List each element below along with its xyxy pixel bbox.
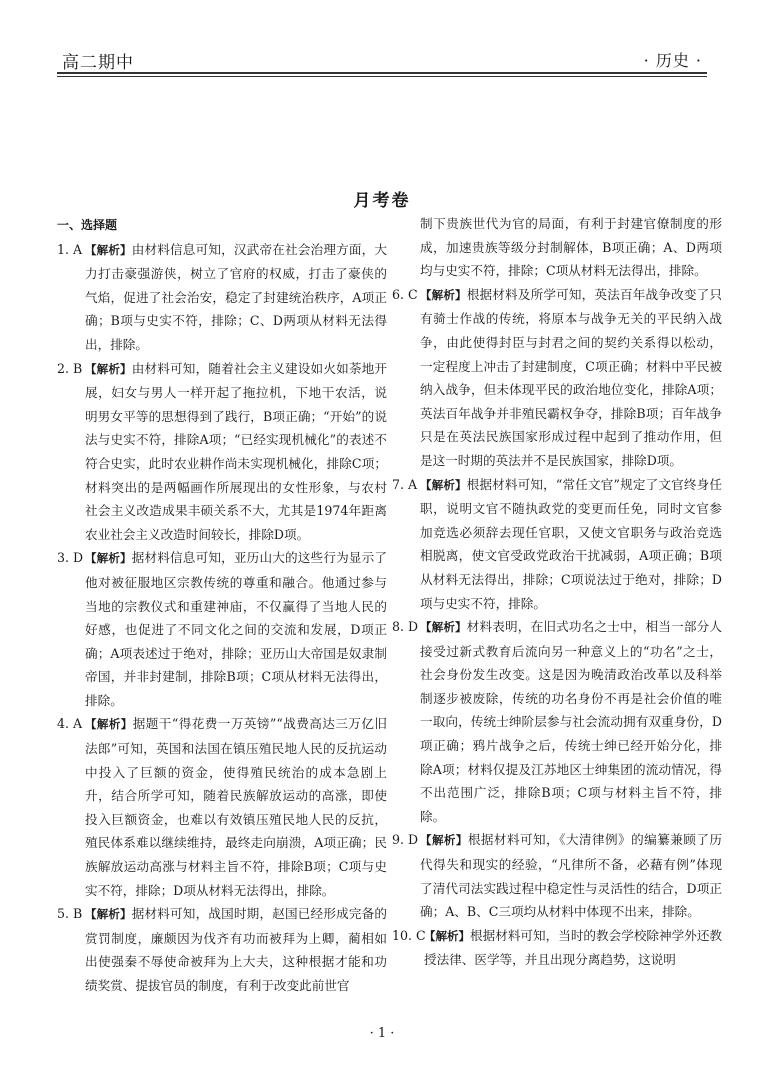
answer-number: 7. A: [392, 476, 418, 492]
explanation-text: 材料表明，在旧式功名之士中，相当一部分人接受过新式教育后流向另一种意义上的“功名”之士，社会身份发生改变。这是因为晚清政治改革以及科举制逐步被废除，传统的功名身份不再是社会价值的唯一取向，传统士绅阶层参与社会流动拥有双重身份，D项正确；鸦片战争之后，传统士绅已经开始分化，排除A项；材料仅提及江苏地区士绅集团的流动情况，得不出范围广泛，排除B项；C项与材料主旨不符，排除。: [420, 619, 723, 824]
continued-paragraph: 制下贵族世代为官的局面，有利于封建官僚制度的形成，加速贵族等级分封制解体，B项正确；A、D两项均与史实不符，排除；C项从材料无法得出，排除。: [420, 216, 722, 279]
analysis-tag: 【解析】: [85, 717, 133, 732]
page-number: · 1 ·: [369, 1026, 395, 1041]
right-column: [392, 212, 722, 972]
answer-item: [57, 712, 387, 902]
answer-explanation: [85, 902, 387, 997]
answer-number: 6. C: [392, 286, 418, 302]
answer-item: [392, 615, 722, 828]
explanation-text: 根据材料可知，《大清律例》的编纂兼顾了历代得失和现实的经验，“凡律所不备，必藉有例”体现了清代司法实践过程中稳定性与灵活性的结合，D项正确；A、B、C三项均从材料中体现不出来，排除。: [420, 832, 722, 920]
answer-explanation: [85, 357, 387, 547]
analysis-tag: 【解析】: [420, 833, 468, 848]
answer-number: 4. A: [57, 716, 83, 732]
header-rule: [57, 72, 707, 74]
explanation-text: 由材料可知，随着社会主义建设如火如荼地开展，妇女与男人一样开起了拖拉机，下地干农活，说明男女平等的思想得到了践行，B项正确；“开始”的说法与史实不符，排除A项；“已经实现机械化”的表述不符合史实，此时农业耕作尚未实现机械化，排除C项；材料突出的是两幅画作所展现出的女性形象，与农村社会主义改造成果丰硕关系不大，尤其是1974年距离农业社会主义改造时间较长，排除D项。: [85, 360, 388, 542]
section-heading: 一、选择题: [57, 218, 118, 232]
answer-number: 8. D: [392, 619, 419, 635]
analysis-tag: 【解析】: [424, 928, 471, 943]
page-header: [57, 44, 707, 74]
analysis-tag: 【解析】: [85, 361, 132, 376]
analysis-tag: 【解析】: [85, 242, 132, 257]
explanation-text: 由材料信息可知，汉武帝在社会治理方面，大力打击豪强游侠，树立了官府的权威，打击了豪侠的气焰，促进了社会治安，稳定了封建统治秩序，A项正确；B项与史实不符，排除；C、D两项从材料无法得出，排除。: [85, 241, 388, 352]
answer-item: [57, 902, 387, 997]
answer-item: [392, 924, 722, 972]
answer-number: 10. C: [392, 927, 426, 943]
answer-item: [57, 357, 387, 547]
explanation-text: 据材料可知，战国时期，赵国已经形成完备的赏罚制度，廉颇因为伐齐有功而被拜为上卿，蔺相如出使强秦不辱使命被拜为上大夫，这种根据才能和功绩奖赏、提拔官员的制度，有利于改变此前世官: [85, 906, 388, 993]
answer-number: 9. D: [392, 832, 419, 848]
explanation-text: 据材料信息可知，亚历山大的这些行为显示了他对被征服地区宗教传统的尊重和融合。他通过参与当地的宗教仪式和重建神庙，不仅赢得了当地人民的好感，也促进了不同文化之间的交流和发展，D项正确；A项表述过于绝对，排除；亚历山大帝国是奴隶制帝国，并非封建制，排除B项；C项从材料无法得出，排除。: [85, 550, 388, 708]
answer-explanation: [85, 712, 387, 902]
explanation-text: 根据材料及所学可知，英法百年战争改变了只有骑士作战的传统，将原本与战争无关的平民纳入战争，由此使得封臣与封君之间的契约关系得以松动，一定程度上冲击了封建制度，C项正确；材料中平民被纳入战争，但未体现平民的政治地位变化，排除A项；英法百年战争并非殖民霸权争夺，排除B项；百年战争只是在英法民族国家形成过程中起到了推动作用，但是这一时期的英法并不是民族国家，排除D项。: [420, 286, 723, 468]
analysis-tag: 【解析】: [420, 477, 467, 492]
answer-number: 3. D: [57, 550, 84, 566]
answer-explanation: [420, 615, 722, 828]
explanation-text: 根据材料可知，当时的教会学校除神学外还教授法律、医学等，并且出现分离趋势，这说明: [424, 927, 723, 968]
header-rule-thin: [57, 76, 707, 77]
answer-number: 1. A: [57, 241, 83, 257]
answer-item: [392, 283, 722, 473]
explanation-text: 根据材料可知，“常任文官”规定了文官终身任职，说明文官不随执政党的变更而任免，同时文官参加竞选必须辞去现任官职，又使文官职务与政治竞选相脱离，使文官受政党政治干扰减弱，A项正确；B项从材料无法得出，排除；C项说法过于绝对，排除；D项与史实不符，排除。: [420, 476, 722, 611]
analysis-tag: 【解析】: [420, 620, 467, 635]
header-right-label: · 历史 ·: [643, 51, 702, 70]
answer-item: [57, 546, 387, 712]
answer-number: 2. B: [57, 360, 83, 376]
answer-explanation: [424, 924, 722, 972]
answer-explanation: [420, 828, 722, 923]
header-left-label: 高二期中: [62, 53, 134, 73]
page-title: 月考卷: [353, 191, 411, 211]
answer-explanation: [85, 546, 387, 712]
answer-item: [57, 238, 387, 357]
left-column: [57, 214, 387, 998]
answer-explanation: [85, 238, 387, 357]
answer-item: [392, 828, 722, 923]
answer-item: [392, 473, 722, 616]
answer-number: 5. B: [57, 906, 83, 922]
analysis-tag: 【解析】: [85, 551, 132, 566]
analysis-tag: 【解析】: [85, 907, 132, 922]
explanation-text: 据题干“得花费一万英镑”“战费高达三万亿旧法郎”可知，英国和法国在镇压殖民地人民的反抗运动中投入了巨额的资金，使得殖民统治的成本急剧上升，结合所学可知，随着民族解放运动的高涨，即使投入巨额资金，也难以有效镇压殖民地人民的反抗，殖民体系难以继续维持，最终走向崩溃，A项正确；民族解放运动高涨与材料主旨不符，排除B项；C项与史实不符，排除；D项从材料无法得出，排除。: [85, 716, 388, 898]
answer-explanation: [420, 283, 722, 473]
answer-explanation: [420, 473, 722, 616]
analysis-tag: 【解析】: [420, 287, 467, 302]
